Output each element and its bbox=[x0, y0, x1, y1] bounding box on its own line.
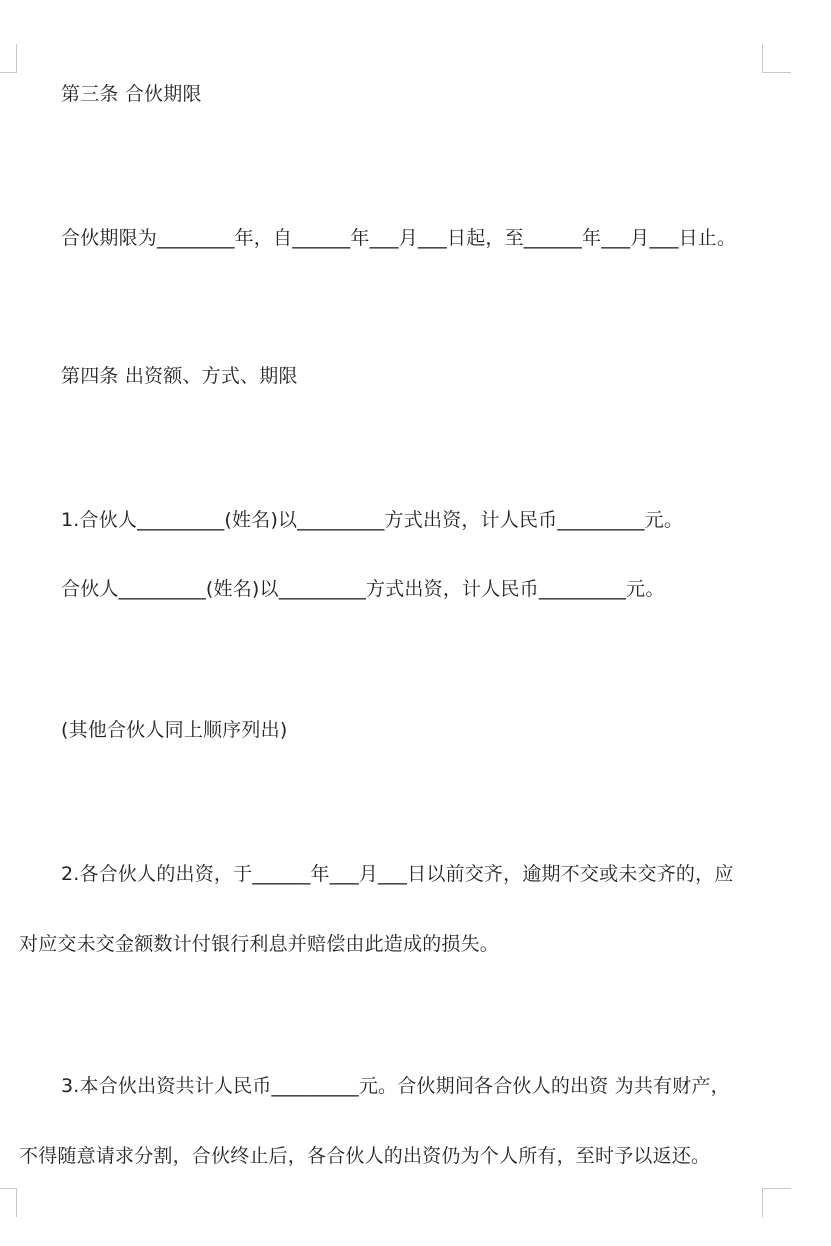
item3-line2: 不得随意请求分割，合伙终止后，各合伙人的出资仍为个人所有，至时予以返还。 bbox=[19, 1145, 711, 1167]
article4-heading: 第四条 出资额、方式、期限 bbox=[61, 365, 298, 387]
item2-line2: 对应交未交金额数计付银行利息并赔偿由此造成的损失。 bbox=[19, 933, 500, 955]
page-corner-mark-top-left bbox=[0, 44, 17, 73]
item1-line2: 合伙人_________(姓名)以_________方式出资，计人民币_________元。 bbox=[61, 578, 665, 600]
item2-line1: 2.各合伙人的出资，于______年___月___日以前交齐，逾期不交或未交齐的，应 bbox=[61, 863, 734, 885]
article3-heading: 第三条 合伙期限 bbox=[61, 83, 202, 105]
item3-line1: 3.本合伙出资共计人民币_________元。合伙期间各合伙人的出资 为共有财产， bbox=[61, 1075, 730, 1097]
page-corner-mark-top-right bbox=[762, 44, 791, 73]
item1-line1: 1.合伙人_________(姓名)以_________方式出资，计人民币_________元。 bbox=[61, 509, 684, 531]
page-corner-mark-bottom-left bbox=[0, 1188, 17, 1217]
page-corner-mark-bottom-right bbox=[762, 1188, 791, 1217]
others-note: (其他合伙人同上顺序列出) bbox=[61, 719, 288, 741]
article3-text: 合伙期限为________年，自______年___月___日起，至______年___月___日止。 bbox=[61, 227, 737, 249]
